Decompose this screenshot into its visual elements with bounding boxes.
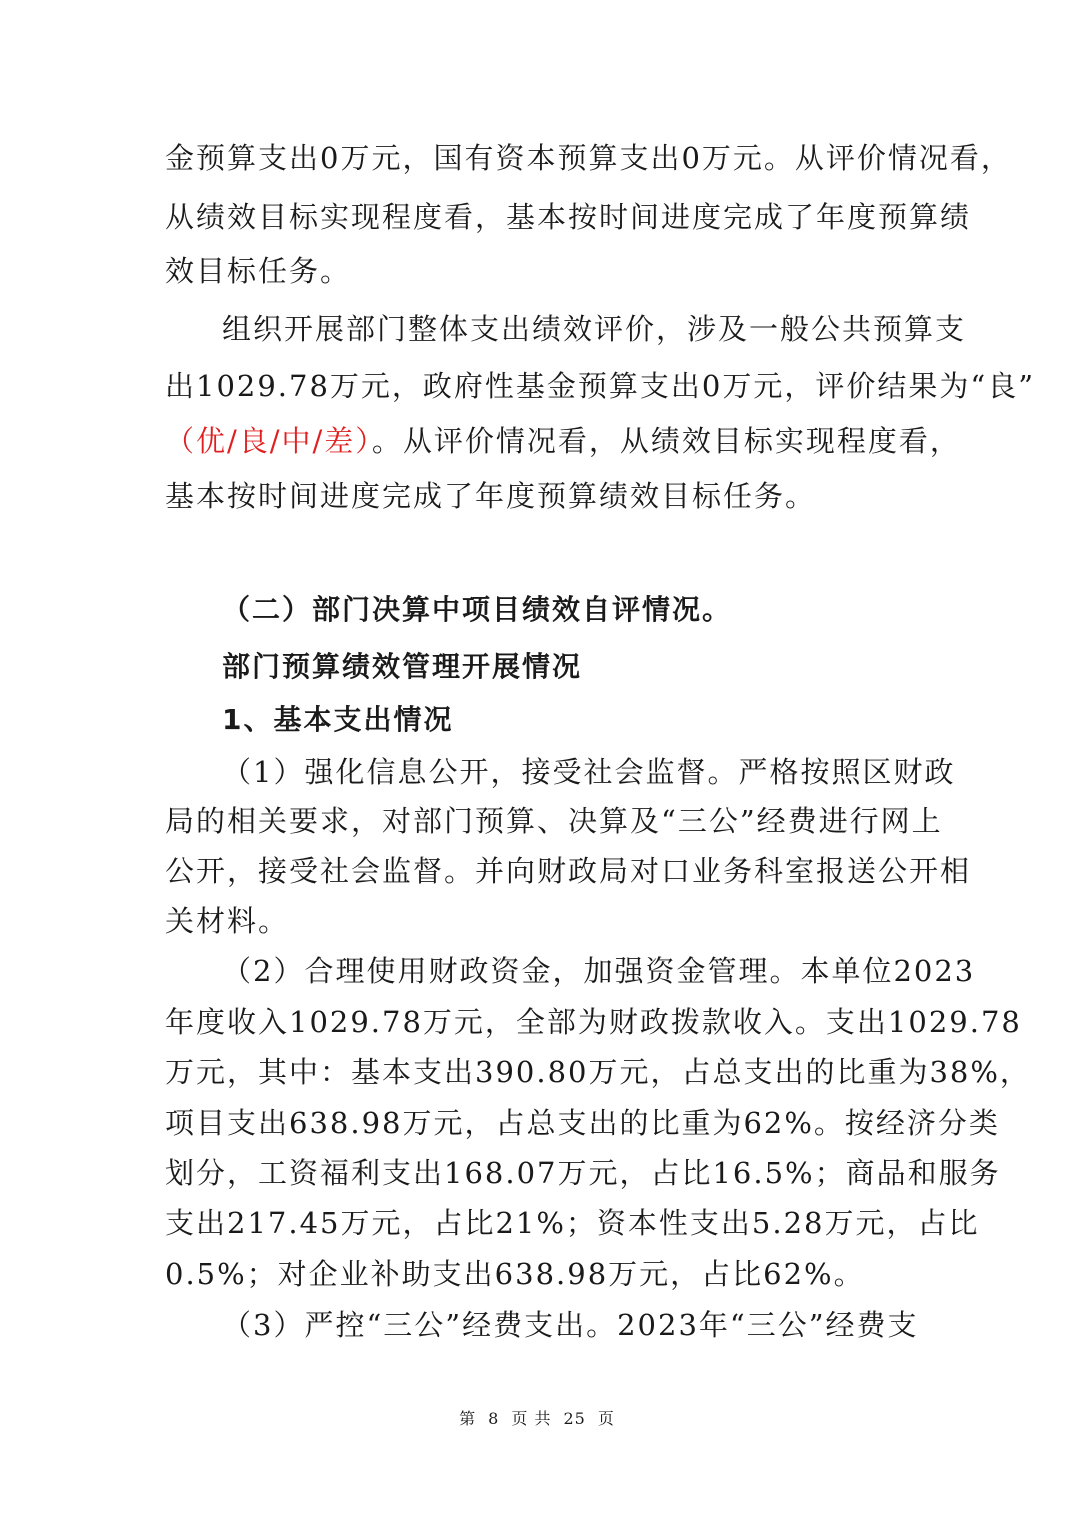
section-heading: （二）部门决算中项目绩效自评情况。 [222,593,733,626]
paragraph-line: 万元，其中：基本支出390.80万元，占总支出的比重为38%， [165,1055,1031,1089]
rating-options: （优/良/中/差） [165,424,372,458]
footer-suffix: 页 [597,1409,615,1428]
paragraph-line: 从绩效目标实现程度看，基本按时间进度完成了年度预算绩 [165,200,972,234]
paragraph-line: 关材料。 [165,904,290,938]
paragraph-line: 支出217.45万元，占比21%；资本性支出5.28万元，占比 [165,1206,980,1240]
footer-prefix: 第 [459,1409,477,1428]
paragraph-line: 公开，接受社会监督。并向财政局对口业务科室报送公开相 [165,854,972,888]
paragraph-line: 出1029.78万元，政府性基金预算支出0万元，评价结果为“良” [165,369,1036,403]
paragraph-line: 项目支出638.98万元，占总支出的比重为62%。按经济分类 [165,1106,1000,1140]
paragraph-line: 0.5%；对企业补助支出638.98万元，占比62%。 [165,1257,865,1291]
total-pages: 25 [563,1409,586,1428]
footer-mid: 页 共 [511,1409,552,1428]
paragraph-line: 组织开展部门整体支出绩效评价，涉及一般公共预算支 [222,312,967,346]
paragraph-line [165,421,961,461]
paragraph-line: 划分，工资福利支出168.07万元，占比16.5%；商品和服务 [165,1156,1001,1190]
page-footer [0,1406,1074,1429]
paragraph-line: 基本按时间进度完成了年度预算绩效目标任务。 [165,479,817,513]
paragraph-line: 效目标任务。 [165,254,352,288]
paragraph-line: （2）合理使用财政资金，加强资金管理。本单位2023 [222,954,976,988]
subsection-heading: 部门预算绩效管理开展情况 [222,650,583,683]
paragraph-text: 。从评价情况看，从绩效目标实现程度看， [371,424,961,458]
paragraph-line: （1）强化信息公开，接受社会监督。严格按照区财政 [222,755,956,789]
page-number: 8 [488,1409,500,1428]
paragraph-line: （3）严控“三公”经费支出。2023年“三公”经费支 [222,1308,919,1342]
paragraph-line: 金预算支出0万元，国有资本预算支出0万元。从评价情况看， [165,141,1012,175]
subsection-heading: 1、基本支出情况 [222,703,454,736]
paragraph-line: 局的相关要求，对部门预算、决算及“三公”经费进行网上 [165,804,943,838]
paragraph-line: 年度收入1029.78万元，全部为财政拨款收入。支出1029.78 [165,1005,1022,1039]
